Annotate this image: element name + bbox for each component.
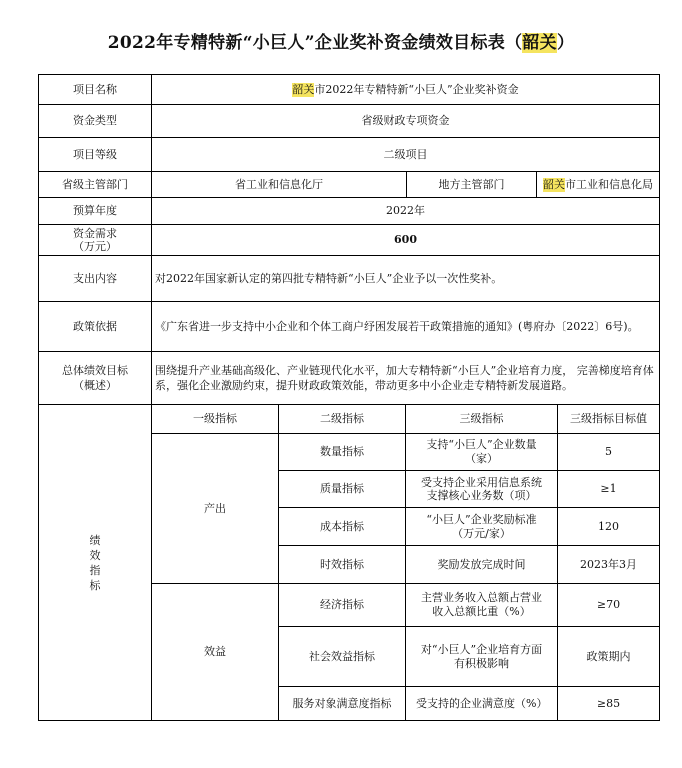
- level3-cell: 受支持企业采用信息系统支撑核心业务数（项）: [406, 471, 558, 508]
- level2-cell: 经济指标: [279, 584, 406, 627]
- level3-cell: 奖励发放完成时间: [406, 546, 558, 584]
- label-fund-demand: 资金需求 （万元）: [39, 225, 152, 256]
- value-overall-goal: 围绕提升产业基础高级化、产业链现代化水平，加大专精特新“小巨人”企业培育力度， 完善梯度培育体系，强化企业激励约束，提升财政政策效能，带动更多中小企业走专精特新发展道路。: [152, 352, 659, 405]
- header-level2: 二级指标: [279, 405, 406, 434]
- value-provincial-dept: 省工业和信息化厅: [152, 172, 407, 198]
- label-provincial-dept: 省级主管部门: [39, 172, 152, 198]
- level1-output: 产出: [152, 434, 279, 584]
- label-overall-goal: 总体绩效目标 （概述）: [39, 352, 152, 405]
- target-cell: ≥1: [558, 471, 659, 508]
- header-level3: 三级指标: [406, 405, 558, 434]
- value-project-name: 韶关 市2022年专精特新“小巨人”企业奖补资金: [152, 75, 659, 105]
- label-fund-type: 资金类型: [39, 105, 152, 138]
- label-project-level: 项目等级: [39, 138, 152, 172]
- level2-cell: 成本指标: [279, 508, 406, 546]
- label-expenditure: 支出内容: [39, 256, 152, 302]
- page-title: 2022年专精特新“小巨人”企业奖补资金绩效目标表（韶关）: [107, 33, 575, 53]
- target-cell: ≥70: [558, 584, 659, 627]
- target-cell: 5: [558, 434, 659, 471]
- level2-cell: 服务对象满意度指标: [279, 687, 406, 720]
- header-level1: 一级指标: [152, 405, 279, 434]
- header-target: 三级指标目标值: [558, 405, 659, 434]
- value-policy: 《广东省进一步支持中小企业和个体工商户纾困发展若干政策措施的通知》(粤府办〔2022〕6号)。: [152, 302, 659, 352]
- level2-cell: 质量指标: [279, 471, 406, 508]
- level3-cell: “小巨人”企业奖励标准（万元/家）: [406, 508, 558, 546]
- label-local-dept: 地方主管部门: [407, 172, 537, 198]
- target-cell: ≥85: [596, 696, 621, 710]
- level3-cell: 受支持的企业满意度（%）: [406, 687, 558, 720]
- title-highlight: 韶关: [522, 33, 557, 53]
- level3-cell: 主营业务收入总额占营业收入总额比重（%）: [406, 584, 558, 627]
- level2-cell: 时效指标: [279, 546, 406, 584]
- level3-cell: 对“小巨人”企业培育方面有积极影响: [406, 627, 558, 687]
- level1-benefit: 效益: [152, 584, 279, 720]
- label-budget-year: 预算年度: [39, 198, 152, 225]
- value-project-level: 二级项目: [152, 138, 659, 172]
- level3-cell: 支持“小巨人”企业数量（家）: [406, 434, 558, 471]
- label-performance-indicators: 绩 效 指 标: [39, 405, 152, 720]
- target-cell: 政策期内: [558, 627, 659, 687]
- value-expenditure: 对2022年国家新认定的第四批专精特新“小巨人”企业予以一次性奖补。: [152, 256, 659, 302]
- value-fund-type: 省级财政专项资金: [152, 105, 659, 138]
- value-budget-year: 2022年: [152, 198, 659, 225]
- value-local-dept: 韶关 市工业和信息化局: [537, 172, 659, 198]
- label-project-name: 项目名称: [39, 75, 152, 105]
- performance-table: [38, 74, 660, 721]
- target-cell: 2023年3月: [558, 546, 659, 584]
- target-cell: 120: [558, 508, 659, 546]
- level2-cell: 数量指标: [279, 434, 406, 471]
- label-policy: 政策依据: [39, 302, 152, 352]
- level2-cell: 社会效益指标: [279, 627, 406, 687]
- value-fund-demand: 600: [152, 225, 659, 256]
